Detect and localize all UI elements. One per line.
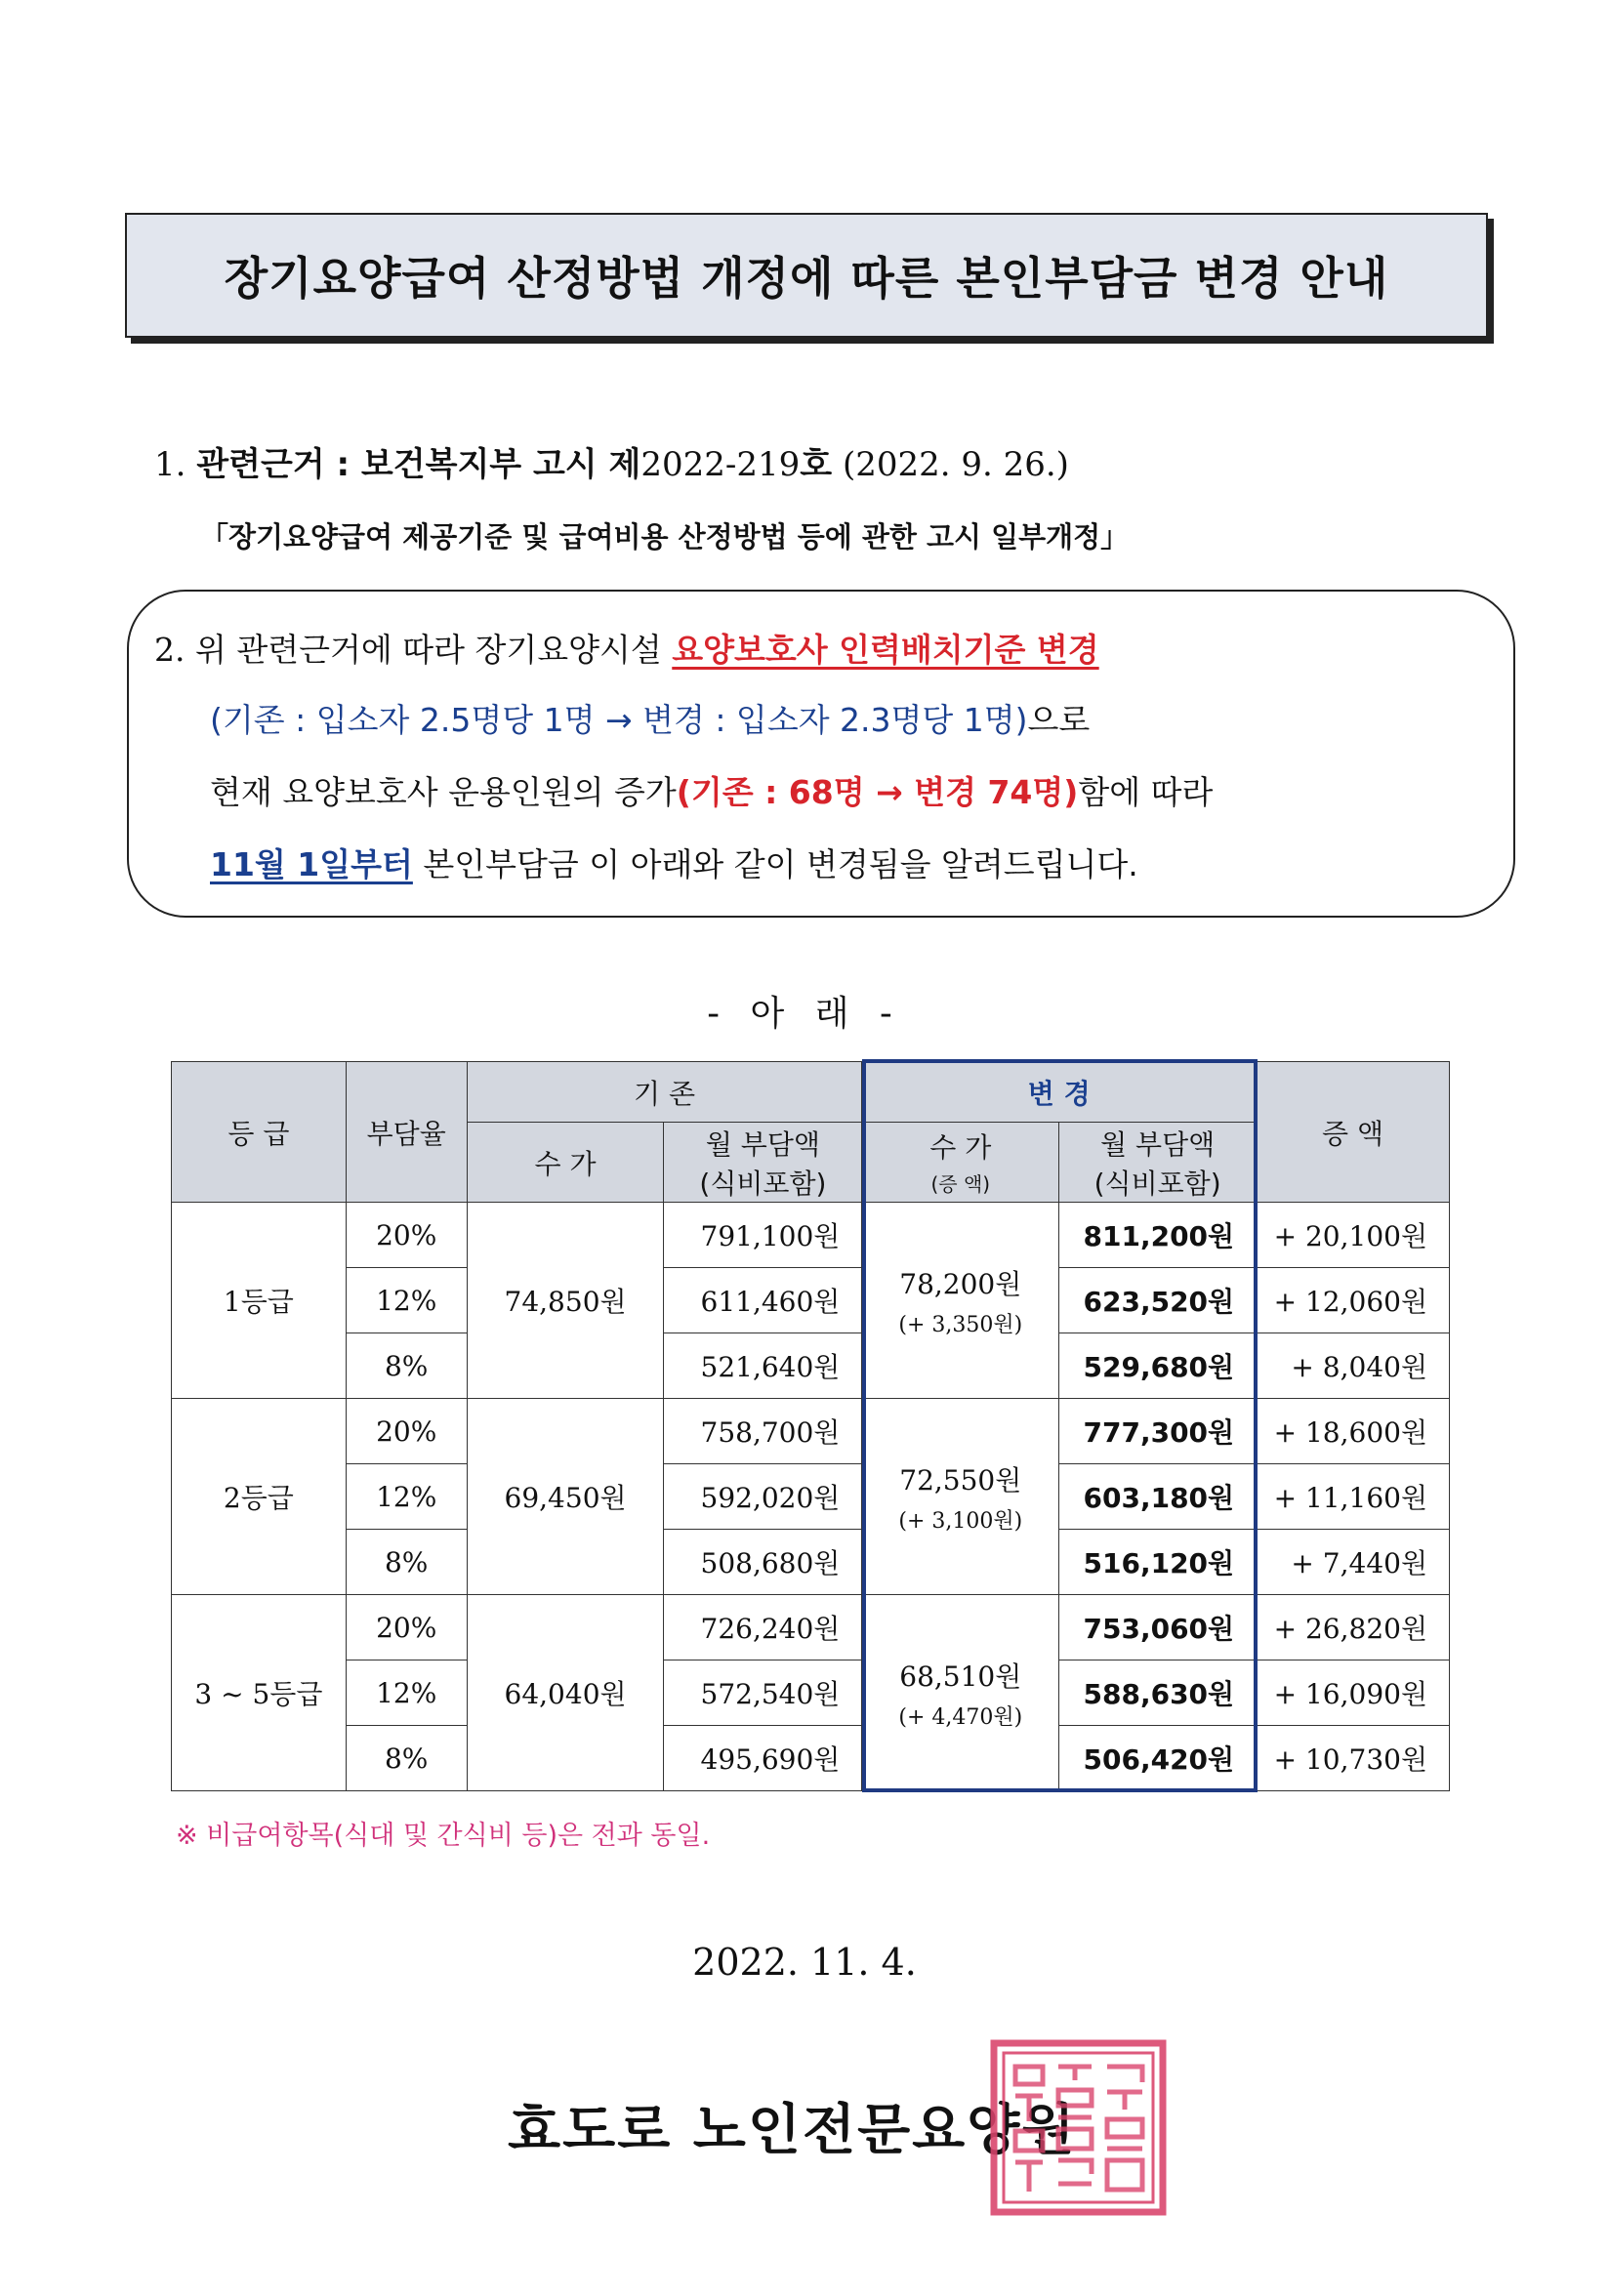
new-fee-value: 78,200원	[899, 1267, 1022, 1300]
header-new-fee-sub: (증 액)	[930, 1172, 991, 1196]
new-fee-cell	[862, 1203, 1059, 1399]
new-monthly-cell: 588,630원	[1059, 1660, 1257, 1726]
header-old-monthly-label: 월 부담액	[705, 1128, 820, 1161]
new-monthly-cell: 603,180원	[1059, 1464, 1257, 1530]
rate-cell: 20%	[346, 1399, 467, 1464]
below-heading: - 아 래 -	[707, 994, 902, 1034]
section-1	[154, 437, 1069, 485]
diff-cell: + 12,060원	[1257, 1268, 1450, 1333]
header-new-fee-label: 수 가	[929, 1131, 992, 1164]
header-old: 기 존	[467, 1062, 862, 1123]
rate-cell: 8%	[346, 1530, 467, 1595]
section-2-number: 2.	[154, 631, 186, 669]
table-row	[172, 1464, 1450, 1530]
old-monthly-cell: 495,690원	[664, 1726, 862, 1791]
grade-cell: 3 ~ 5등급	[172, 1595, 347, 1791]
rate-cell: 12%	[346, 1268, 467, 1333]
table-row	[172, 1333, 1450, 1399]
note: ※ 비급여항목(식대 및 간식비 등)은 전과 동일.	[176, 1821, 711, 1851]
header-old-monthly	[664, 1123, 862, 1203]
old-monthly-cell: 521,640원	[664, 1333, 862, 1399]
header-new: 변 경	[862, 1062, 1257, 1123]
table-row	[172, 1660, 1450, 1726]
rate-cell: 8%	[346, 1333, 467, 1399]
table-row	[172, 1399, 1450, 1464]
section-1-subtitle: 「장기요양급여 제공기준 및 급여비용 산정방법 등에 관한 고시 일부개정」	[200, 520, 1130, 554]
table-row	[172, 1203, 1450, 1268]
organization-name: 효도로 노인전문요양원	[508, 2099, 1077, 2162]
new-monthly-cell: 777,300원	[1059, 1399, 1257, 1464]
notice-line-4-tail: 본인부담금 이 아래와 같이 변경됨을 알려드립니다.	[423, 845, 1138, 883]
header-diff: 증 액	[1257, 1062, 1450, 1203]
old-monthly-cell: 791,100원	[664, 1203, 862, 1268]
grade-cell: 1등급	[172, 1203, 347, 1399]
rate-cell: 12%	[346, 1660, 467, 1726]
header-new-monthly-sub: (식비포함)	[1093, 1167, 1221, 1200]
staff-count-change: (기존 : 68명 → 변경 74명)	[676, 773, 1079, 811]
notice-line-4	[210, 840, 1138, 885]
staffing-ratio-text: (기존 : 입소자 2.5명당 1명 → 변경 : 입소자 2.3명당 1명)	[210, 701, 1028, 739]
diff-cell: + 20,100원	[1257, 1203, 1450, 1268]
notice-line-3-text: 현재 요양보호사 운용인원의 증가	[210, 773, 677, 811]
diff-cell: + 11,160원	[1257, 1464, 1450, 1530]
new-monthly-cell: 623,520원	[1059, 1268, 1257, 1333]
notice-date: (2022. 9. 26.)	[842, 445, 1069, 484]
old-monthly-cell: 508,680원	[664, 1530, 862, 1595]
title-box	[125, 213, 1488, 338]
diff-cell: + 7,440원	[1257, 1530, 1450, 1595]
old-monthly-cell: 726,240원	[664, 1595, 862, 1660]
staffing-change-highlight: 요양보호사 인력배치기준 변경	[672, 631, 1099, 669]
old-monthly-cell: 572,540원	[664, 1660, 862, 1726]
new-fee-value: 68,510원	[899, 1660, 1022, 1693]
old-monthly-cell: 758,700원	[664, 1399, 862, 1464]
new-fee-cell	[862, 1399, 1059, 1595]
new-monthly-cell: 811,200원	[1059, 1203, 1257, 1268]
old-monthly-cell: 611,460원	[664, 1268, 862, 1333]
diff-cell: + 16,090원	[1257, 1660, 1450, 1726]
new-monthly-cell: 516,120원	[1059, 1530, 1257, 1595]
diff-cell: + 26,820원	[1257, 1595, 1450, 1660]
diff-cell: + 18,600원	[1257, 1399, 1450, 1464]
table-row	[172, 1726, 1450, 1791]
old-monthly-cell: 592,020원	[664, 1464, 862, 1530]
notice-number: 2022-219	[640, 445, 801, 484]
new-monthly-cell: 506,420원	[1059, 1726, 1257, 1791]
new-monthly-cell: 753,060원	[1059, 1595, 1257, 1660]
header-new-monthly	[1059, 1123, 1257, 1203]
official-seal	[988, 2037, 1169, 2218]
table-row	[172, 1268, 1450, 1333]
diff-cell: + 10,730원	[1257, 1726, 1450, 1791]
rate-cell: 20%	[346, 1203, 467, 1268]
header-rate: 부담율	[346, 1062, 467, 1203]
new-fee-cell	[862, 1595, 1059, 1791]
section-1-number: 1.	[154, 445, 186, 484]
notice-line-3	[210, 767, 1213, 813]
section-1-label: 관련근거 : 보건복지부 고시 제	[196, 445, 641, 484]
new-fee-increase: (+ 3,100원)	[898, 1508, 1023, 1534]
notice-ho: 호	[800, 445, 833, 484]
notice-line-1	[154, 625, 1099, 671]
notice-line-2-tail: 으로	[1027, 701, 1091, 739]
header-old-fee: 수 가	[467, 1123, 664, 1203]
notice-line-3-tail: 함에 따라	[1078, 773, 1214, 811]
rate-cell: 20%	[346, 1595, 467, 1660]
new-fee-increase: (+ 4,470원)	[898, 1704, 1023, 1730]
table-row	[172, 1595, 1450, 1660]
issue-date: 2022. 11. 4.	[692, 1941, 917, 1984]
diff-cell: + 8,040원	[1257, 1333, 1450, 1399]
old-fee-cell: 69,450원	[467, 1399, 664, 1595]
new-monthly-cell: 529,680원	[1059, 1333, 1257, 1399]
header-new-monthly-label: 월 부담액	[1100, 1128, 1216, 1161]
effective-date: 11월 1일부터	[210, 845, 413, 883]
rate-cell: 12%	[346, 1464, 467, 1530]
header-new-fee	[862, 1123, 1059, 1203]
fee-table	[171, 1061, 1450, 1791]
header-grade: 등 급	[172, 1062, 347, 1203]
grade-cell: 2등급	[172, 1399, 347, 1595]
notice-line-2	[210, 695, 1090, 741]
old-fee-cell: 74,850원	[467, 1203, 664, 1399]
table-row	[172, 1530, 1450, 1595]
new-fee-value: 72,550원	[899, 1463, 1022, 1496]
header-old-monthly-sub: (식비포함)	[699, 1167, 827, 1200]
new-fee-increase: (+ 3,350원)	[898, 1312, 1023, 1337]
old-fee-cell: 64,040원	[467, 1595, 664, 1791]
page-title: 장기요양급여 산정방법 개정에 따른 본인부담금 변경 안내	[224, 252, 1389, 305]
notice-line-1-text: 위 관련근거에 따라 장기요양시설	[195, 631, 662, 669]
rate-cell: 8%	[346, 1726, 467, 1791]
